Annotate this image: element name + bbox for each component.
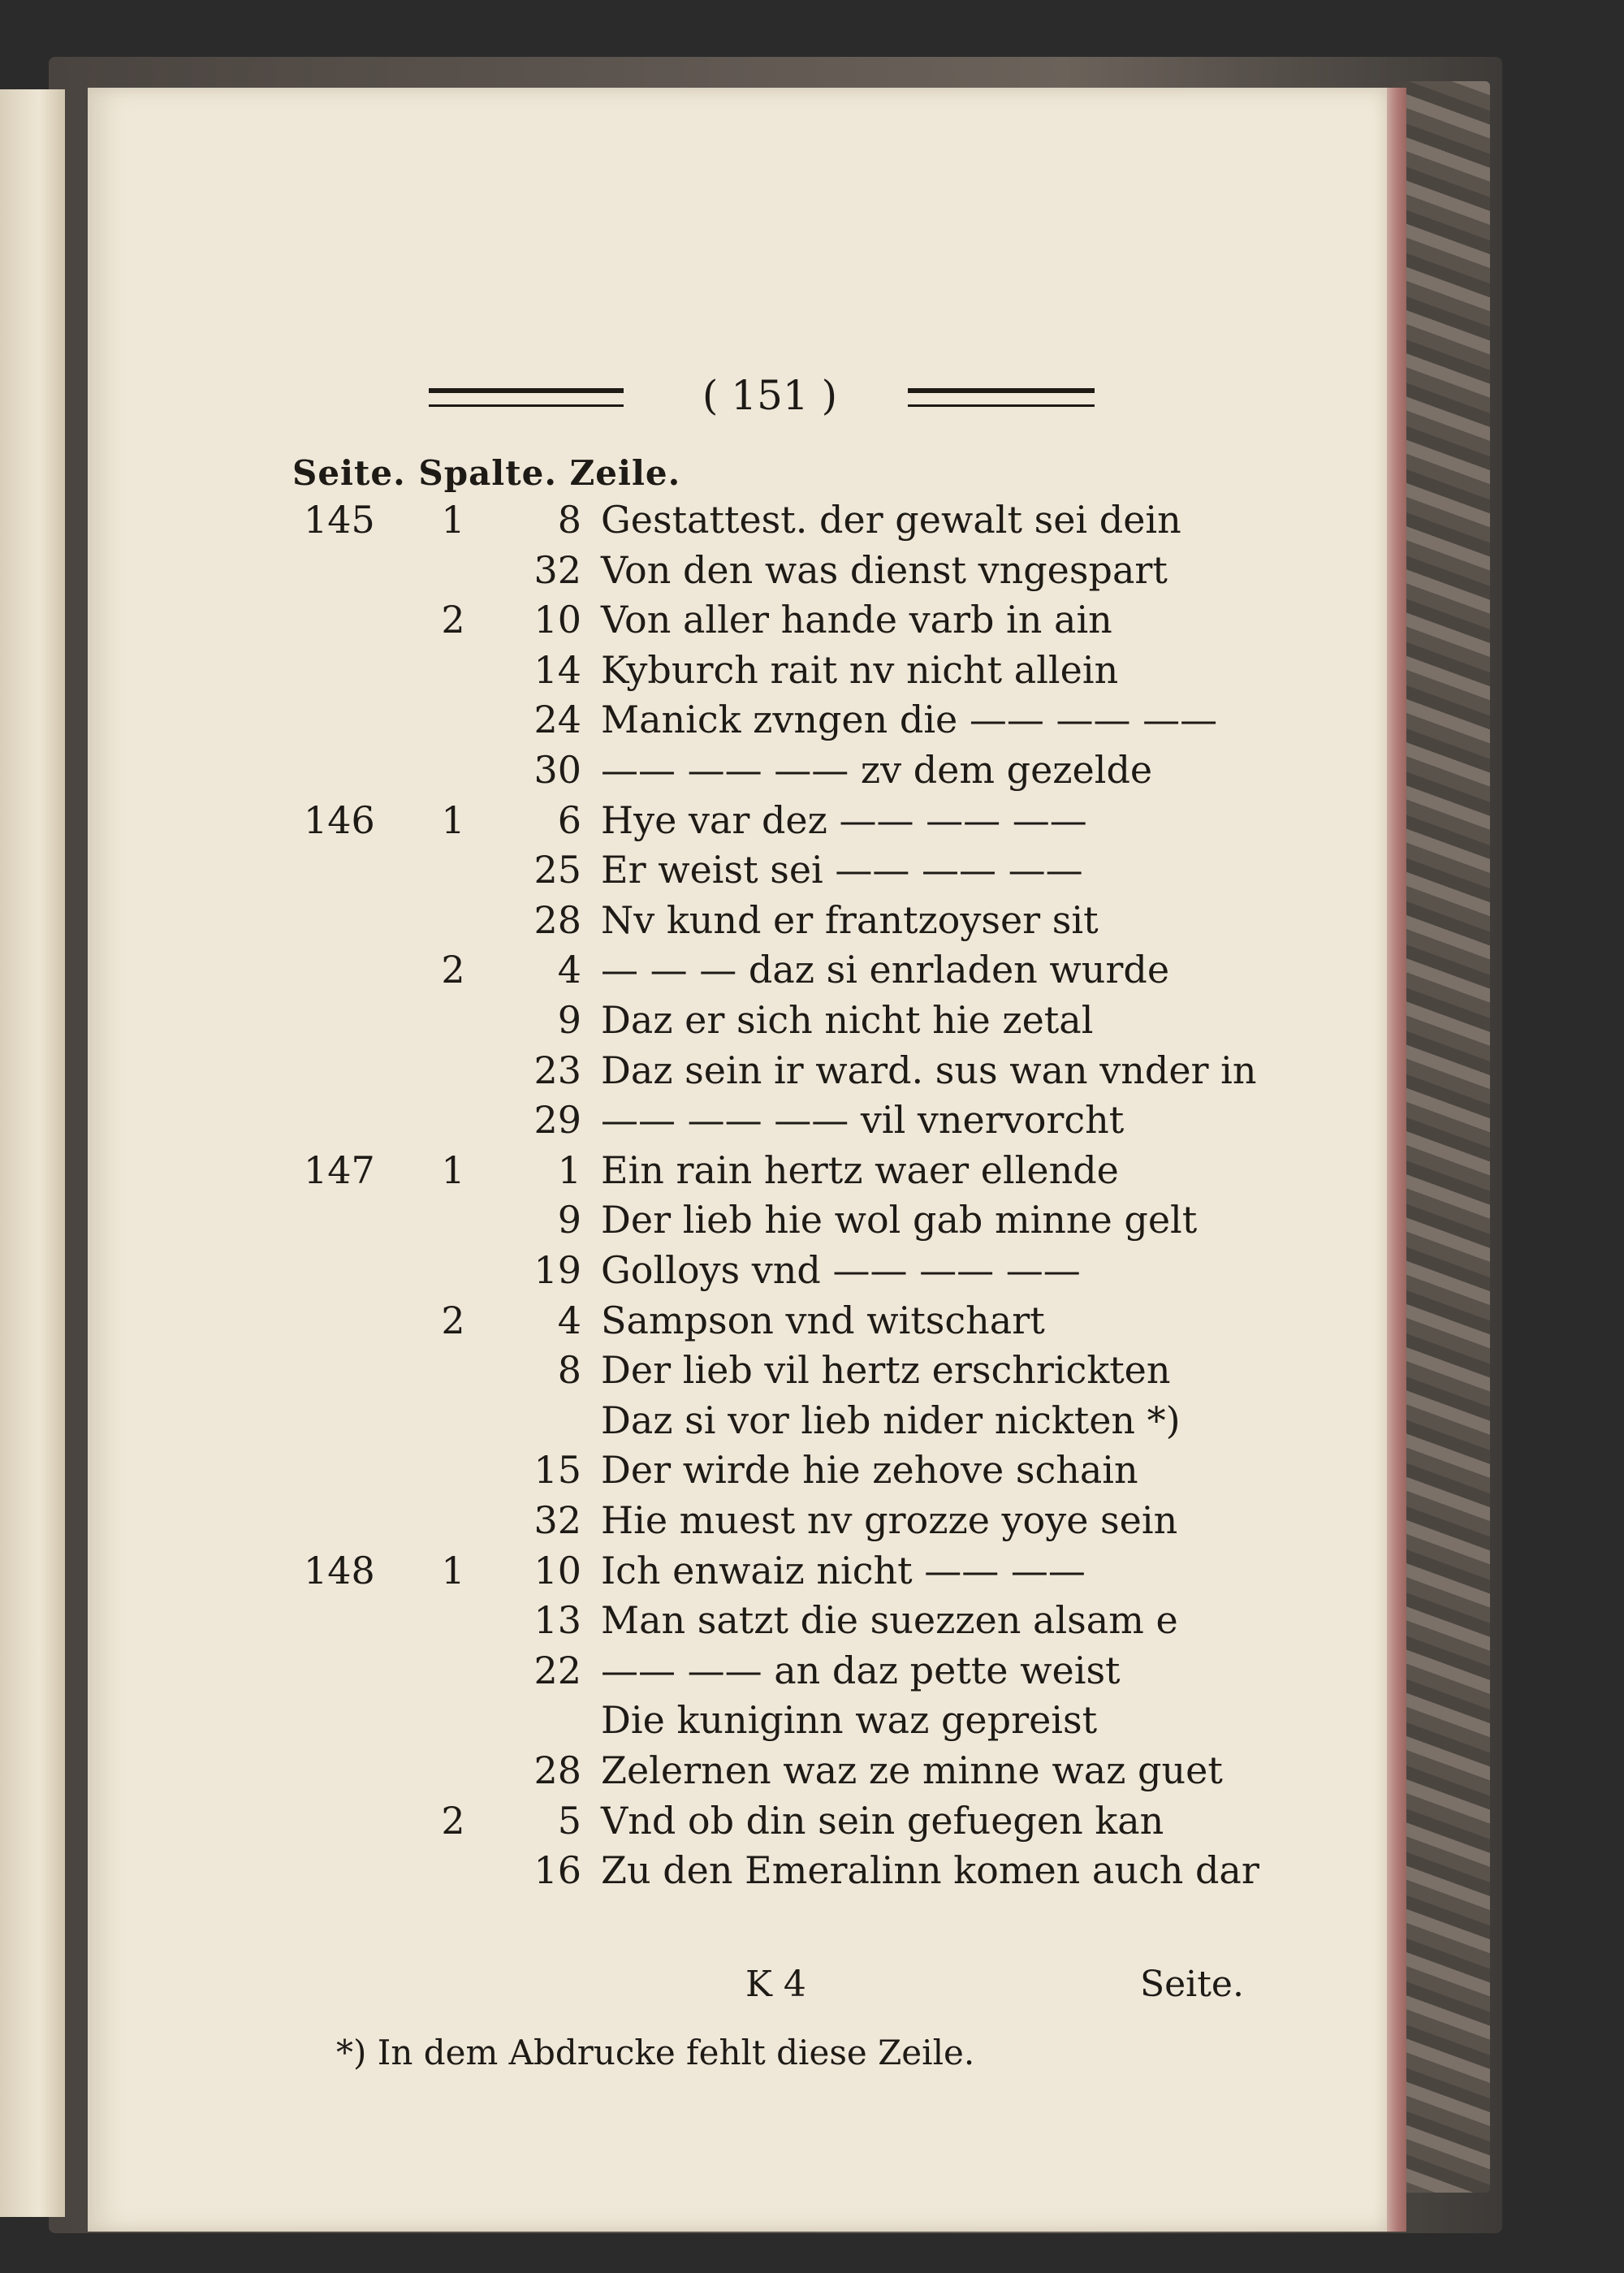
line-text: Daz si vor lieb nider nickten *) — [601, 1398, 1181, 1442]
table-row — [88, 1796, 1387, 1845]
table-row — [88, 1146, 1387, 1195]
zeile-cell: 23 — [533, 1048, 581, 1092]
line-text: Daz er sich nicht hie zetal — [601, 998, 1094, 1042]
zeile-cell: 9 — [557, 998, 581, 1042]
line-text: Kyburch rait nv nicht allein — [601, 647, 1119, 692]
table-row — [88, 996, 1387, 1044]
zeile-cell: 32 — [533, 1498, 581, 1542]
line-text: —— —— —— zv dem gezelde — [601, 748, 1153, 792]
table-row — [88, 1646, 1387, 1695]
line-text: Vnd ob din sein gefuegen kan — [601, 1798, 1164, 1843]
book-page — [88, 88, 1387, 2232]
line-text: Von aller hande varb in ain — [601, 598, 1112, 642]
spalte-cell: 1 — [441, 498, 465, 542]
zeile-cell: 10 — [533, 1548, 581, 1592]
seite-cell: 145 — [304, 498, 375, 542]
line-text: Er weist sei —— —— —— — [601, 848, 1083, 892]
line-text: — — — daz si enrladen wurde — [601, 948, 1170, 992]
zeile-cell: 8 — [557, 498, 581, 542]
zeile-cell: 8 — [557, 1348, 581, 1393]
line-text: Ein rain hertz waer ellende — [601, 1147, 1119, 1192]
zeile-cell: 4 — [557, 948, 581, 992]
line-text: Zu den Emeralinn komen auch dar — [601, 1848, 1259, 1893]
line-text: Der wirde hie zehove schain — [601, 1448, 1138, 1493]
line-text: Man satzt die suezzen alsam e — [601, 1598, 1178, 1643]
line-text: —— —— an daz pette weist — [601, 1648, 1121, 1692]
header-rule-right — [908, 388, 1095, 407]
table-row — [88, 1696, 1387, 1744]
zeile-cell: 28 — [533, 897, 581, 942]
table-row — [88, 1596, 1387, 1644]
line-text: Hie muest nv grozze yoye sein — [601, 1498, 1178, 1542]
spalte-cell: 2 — [441, 948, 465, 992]
seite-cell: 146 — [304, 797, 375, 842]
spalte-cell: 1 — [441, 1548, 465, 1592]
marbled-edge — [1393, 81, 1490, 2193]
zeile-cell: 16 — [533, 1848, 581, 1893]
table-row — [88, 1296, 1387, 1345]
table-row — [88, 1496, 1387, 1545]
zeile-cell: 4 — [557, 1298, 581, 1342]
zeile-cell: 15 — [533, 1448, 581, 1493]
zeile-cell: 25 — [533, 848, 581, 892]
seite-cell: 148 — [304, 1548, 375, 1592]
spalte-cell: 2 — [441, 1798, 465, 1843]
table-row — [88, 1246, 1387, 1294]
spalte-cell: 1 — [441, 1147, 465, 1192]
zeile-cell: 5 — [557, 1798, 581, 1843]
line-text: Golloys vnd —— —— —— — [601, 1248, 1081, 1292]
zeile-cell: 14 — [533, 647, 581, 692]
line-text: Hye var dez —— —— —— — [601, 797, 1087, 842]
zeile-cell: 29 — [533, 1098, 581, 1143]
page-header — [429, 372, 1095, 421]
signature-mark: K 4 — [745, 1964, 806, 2005]
zeile-cell: 9 — [557, 1198, 581, 1242]
line-text: Nv kund er frantzoyser sit — [601, 897, 1099, 942]
line-text: Ich enwaiz nicht —— —— — [601, 1548, 1086, 1592]
table-row — [88, 695, 1387, 744]
table-row — [88, 1195, 1387, 1244]
line-text: Gestattest. der gewalt sei dein — [601, 498, 1181, 542]
spalte-cell: 2 — [441, 598, 465, 642]
table-row — [88, 896, 1387, 944]
zeile-cell: 6 — [557, 797, 581, 842]
table-row — [88, 796, 1387, 845]
header-rule-left — [429, 388, 624, 407]
table-row — [88, 1396, 1387, 1445]
table-row — [88, 1445, 1387, 1494]
line-text: Der lieb vil hertz erschrickten — [601, 1348, 1171, 1393]
zeile-cell: 22 — [533, 1648, 581, 1692]
zeile-cell: 30 — [533, 748, 581, 792]
catchword: Seite. — [1140, 1964, 1244, 2005]
table-row — [88, 1546, 1387, 1595]
line-text: Zelernen waz ze minne waz guet — [601, 1748, 1223, 1792]
page-number: ( 151 ) — [702, 372, 838, 419]
zeile-cell: 13 — [533, 1598, 581, 1643]
line-text: Von den was dienst vngespart — [601, 547, 1168, 592]
line-text: Sampson vnd witschart — [601, 1298, 1045, 1342]
column-headers: Seite. Spalte. Zeile. — [292, 453, 681, 493]
line-text: Manick zvngen die —— —— —— — [601, 698, 1218, 742]
seite-cell: 147 — [304, 1147, 375, 1192]
line-text: —— —— —— vil vnervorcht — [601, 1098, 1125, 1143]
zeile-cell: 19 — [533, 1248, 581, 1292]
table-row — [88, 1046, 1387, 1095]
table-row — [88, 546, 1387, 594]
table-row — [88, 1095, 1387, 1144]
table-row — [88, 595, 1387, 644]
footnote: *) In dem Abdrucke fehlt diese Zeile. — [336, 2033, 975, 2072]
page-stack-edge — [1387, 88, 1406, 2232]
table-row — [88, 495, 1387, 544]
table-row — [88, 945, 1387, 994]
zeile-cell: 1 — [557, 1147, 581, 1192]
table-row — [88, 1746, 1387, 1795]
table-row — [88, 1346, 1387, 1394]
zeile-cell: 28 — [533, 1748, 581, 1792]
table-row — [88, 646, 1387, 694]
zeile-cell: 10 — [533, 598, 581, 642]
spalte-cell: 2 — [441, 1298, 465, 1342]
line-text: Der lieb hie wol gab minne gelt — [601, 1198, 1198, 1242]
table-row — [88, 845, 1387, 894]
spalte-cell: 1 — [441, 797, 465, 842]
line-text: Die kuniginn waz gepreist — [601, 1698, 1098, 1743]
table-row — [88, 1846, 1387, 1895]
table-row — [88, 745, 1387, 794]
zeile-cell: 32 — [533, 547, 581, 592]
left-page-edge — [0, 89, 65, 2217]
line-text: Daz sein ir ward. sus wan vnder in — [601, 1048, 1257, 1092]
zeile-cell: 24 — [533, 698, 581, 742]
